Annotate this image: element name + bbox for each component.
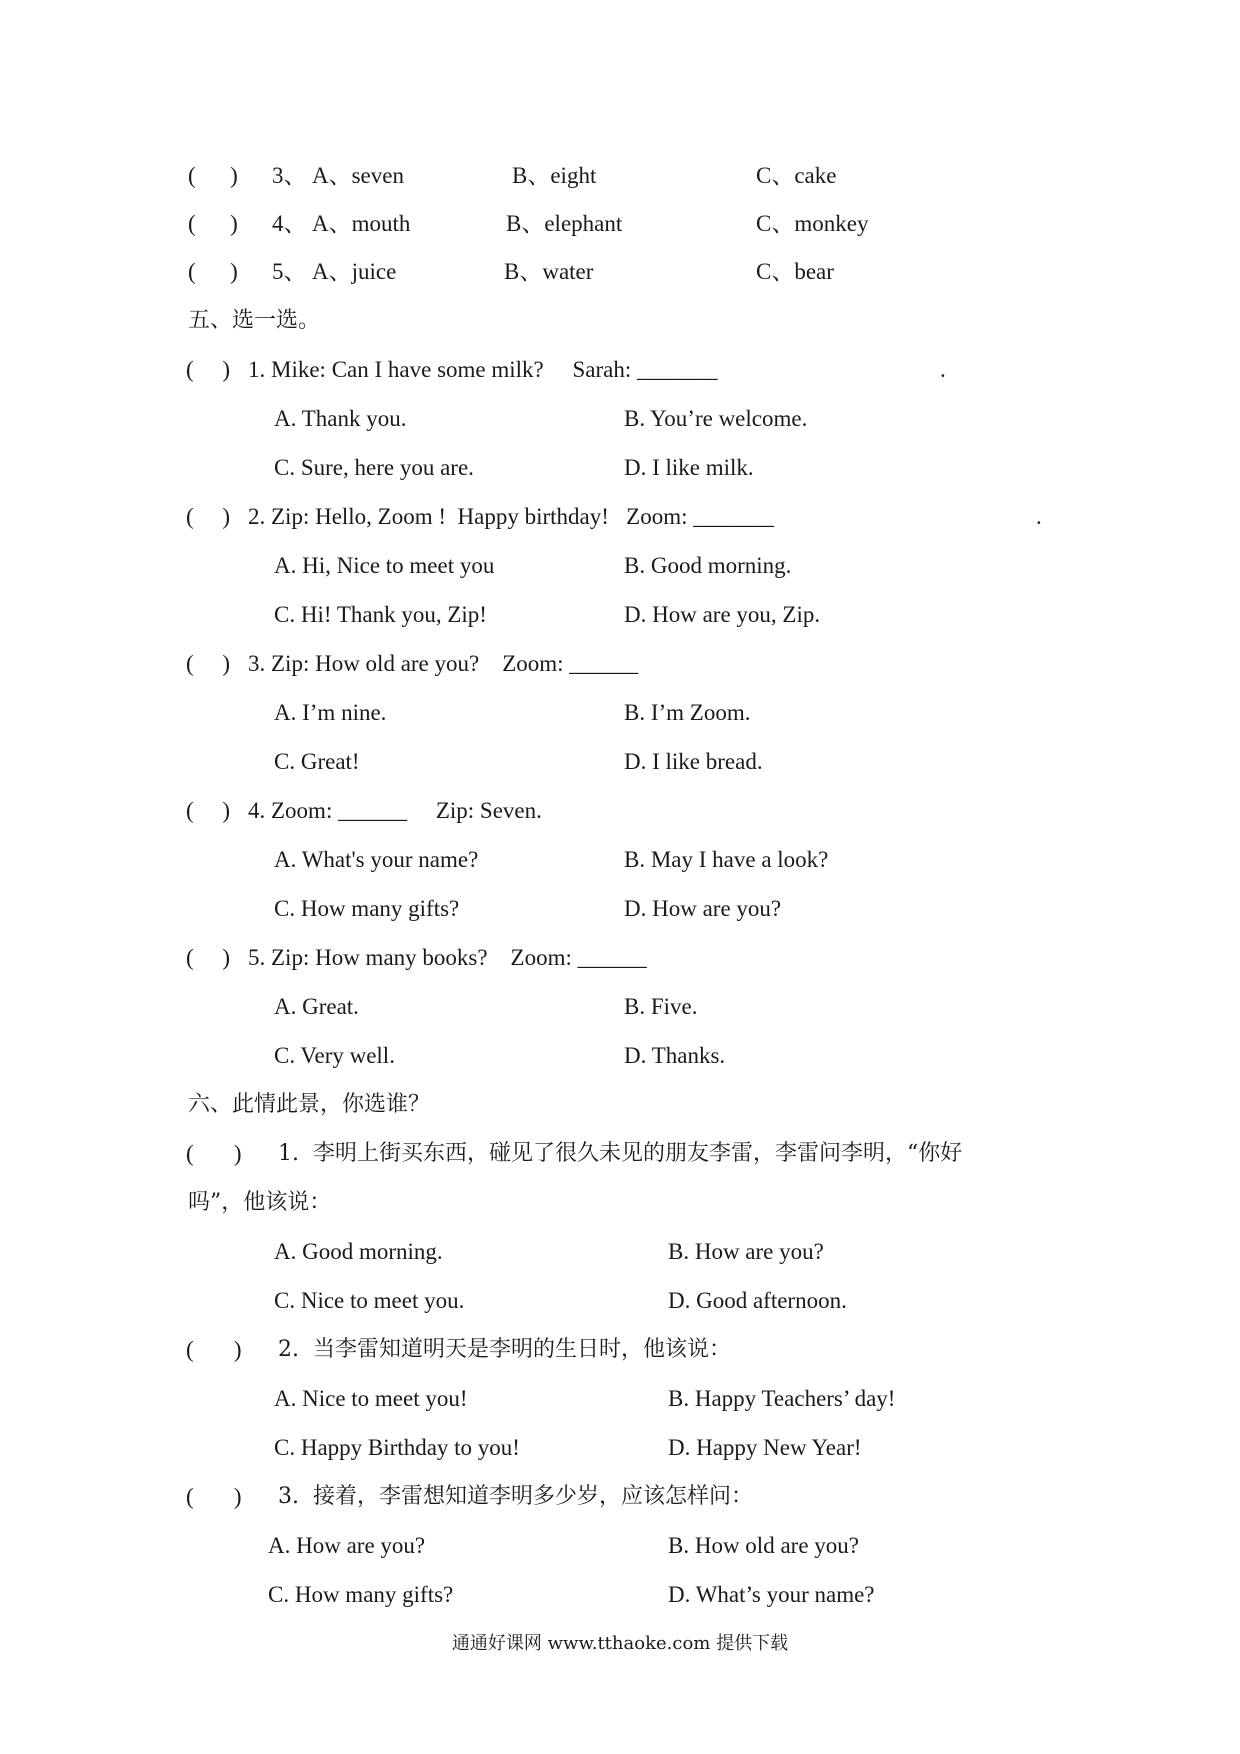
question-text: 1. 李明上街买东西，碰见了很久未见的朋友李雷，李雷问李明，“你好: [278, 1141, 963, 1166]
question-text: 1. Mike: Can I have some milk? Sarah: _______: [248, 357, 718, 382]
question-stem: [0, 1473, 1240, 1521]
option-a: A. What's your name?: [274, 847, 479, 872]
question-stem: [0, 934, 1240, 982]
option-row: [0, 444, 1240, 492]
option-c: C、monkey: [756, 211, 869, 236]
answer-bracket: ( ): [186, 1141, 242, 1166]
section-6-title: 六、此情此景，你选谁？: [188, 1092, 431, 1117]
option-a: A. Thank you.: [274, 406, 407, 431]
option-d: D. I like bread.: [624, 749, 763, 774]
option-a: A. Nice to meet you!: [274, 1386, 468, 1411]
question-row: [0, 248, 1240, 296]
answer-bracket: ( ): [188, 163, 238, 188]
option-row: [0, 1375, 1240, 1423]
option-row: [0, 1277, 1240, 1325]
option-row: [0, 1032, 1240, 1080]
option-b: B、water: [504, 259, 594, 284]
question-number: 5、: [272, 259, 307, 284]
answer-bracket: ( ): [186, 504, 231, 529]
option-b: B. How old are you?: [668, 1533, 859, 1558]
answer-bracket: ( ): [186, 1484, 242, 1509]
option-row: [0, 885, 1240, 933]
option-d: D. Thanks.: [624, 1043, 726, 1068]
option-row: [0, 1571, 1240, 1619]
option-c: C、cake: [756, 163, 837, 188]
question-text: 2. Zip: Hello, Zoom ! Happy birthday! Zoom: _______: [248, 504, 774, 529]
question-text: 5. Zip: How many books? Zoom: ______: [248, 945, 647, 970]
question-text-line2: 吗”，他该说：: [188, 1190, 332, 1215]
option-c: C. How many gifts?: [274, 896, 460, 921]
option-d: D. How are you, Zip.: [624, 602, 821, 627]
option-d: D. I like milk.: [624, 455, 754, 480]
option-d: D. What’s your name?: [668, 1582, 875, 1607]
question-text: 3. 接着，李雷想知道李明多少岁，应该怎样问：: [278, 1484, 753, 1509]
question-stem-continued: [0, 1179, 1240, 1227]
option-row: [0, 1424, 1240, 1472]
option-c: C. How many gifts?: [268, 1582, 454, 1607]
question-text: 4. Zoom: ______ Zip: Seven.: [248, 798, 542, 823]
option-b: B、eight: [512, 163, 597, 188]
answer-bracket: ( ): [186, 357, 231, 382]
question-text: 3. Zip: How old are you? Zoom: ______: [248, 651, 639, 676]
question-stem: [0, 493, 1240, 541]
option-b: B. Good morning.: [624, 553, 792, 578]
option-a: A. Great.: [274, 994, 359, 1019]
question-stem: [0, 640, 1240, 688]
answer-bracket: ( ): [186, 945, 231, 970]
option-c: C. Sure, here you are.: [274, 455, 474, 480]
answer-bracket: ( ): [188, 211, 238, 236]
option-b: B、elephant: [506, 211, 623, 236]
option-b: B. Happy Teachers’ day!: [668, 1386, 896, 1411]
footer-credit: 通通好课网 www.tthaoke.com 提供下载: [451, 1633, 789, 1654]
option-d: D. How are you?: [624, 896, 782, 921]
section-5-title: 五、选一选。: [188, 308, 321, 333]
question-number: 4、: [272, 211, 307, 236]
option-row: [0, 836, 1240, 884]
option-c: C. Nice to meet you.: [274, 1288, 465, 1313]
section-heading: [0, 1081, 1240, 1129]
question-trail: .: [940, 357, 946, 382]
option-c: C. Great!: [274, 749, 360, 774]
section-heading: [0, 297, 1240, 345]
option-d: D. Good afternoon.: [668, 1288, 847, 1313]
question-stem: [0, 1326, 1240, 1374]
question-number: 3、: [272, 163, 307, 188]
option-b: B. You’re welcome.: [624, 406, 808, 431]
option-b: B. May I have a look?: [624, 847, 829, 872]
option-a: A. How are you?: [268, 1533, 426, 1558]
option-row: [0, 1522, 1240, 1570]
option-b: B. How are you?: [668, 1239, 824, 1264]
question-stem: [0, 1130, 1240, 1178]
option-row: [0, 395, 1240, 443]
option-c: C. Hi! Thank you, Zip!: [274, 602, 487, 627]
option-a: A. I’m nine.: [274, 700, 387, 725]
option-b: B. Five.: [624, 994, 698, 1019]
answer-bracket: ( ): [186, 651, 231, 676]
option-row: [0, 738, 1240, 786]
answer-bracket: ( ): [186, 798, 231, 823]
option-d: D. Happy New Year!: [668, 1435, 862, 1460]
question-text: 2. 当李雷知道明天是李明的生日时，他该说：: [278, 1337, 731, 1362]
question-stem: [0, 787, 1240, 835]
option-b: B. I’m Zoom.: [624, 700, 751, 725]
option-a: A、seven: [312, 163, 404, 188]
option-c: C、bear: [756, 259, 834, 284]
option-row: [0, 689, 1240, 737]
answer-bracket: ( ): [186, 1337, 242, 1362]
answer-bracket: ( ): [188, 259, 238, 284]
question-row: [0, 152, 1240, 200]
option-a: A. Hi, Nice to meet you: [274, 553, 495, 578]
option-row: [0, 591, 1240, 639]
question-stem: [0, 346, 1240, 394]
question-row: [0, 200, 1240, 248]
question-trail: .: [1036, 504, 1042, 529]
option-c: C. Very well.: [274, 1043, 395, 1068]
option-a: A. Good morning.: [274, 1239, 443, 1264]
option-row: [0, 542, 1240, 590]
option-row: [0, 1228, 1240, 1276]
option-c: C. Happy Birthday to you!: [274, 1435, 520, 1460]
option-a: A、juice: [312, 259, 397, 284]
option-a: A、mouth: [312, 211, 411, 236]
option-row: [0, 983, 1240, 1031]
